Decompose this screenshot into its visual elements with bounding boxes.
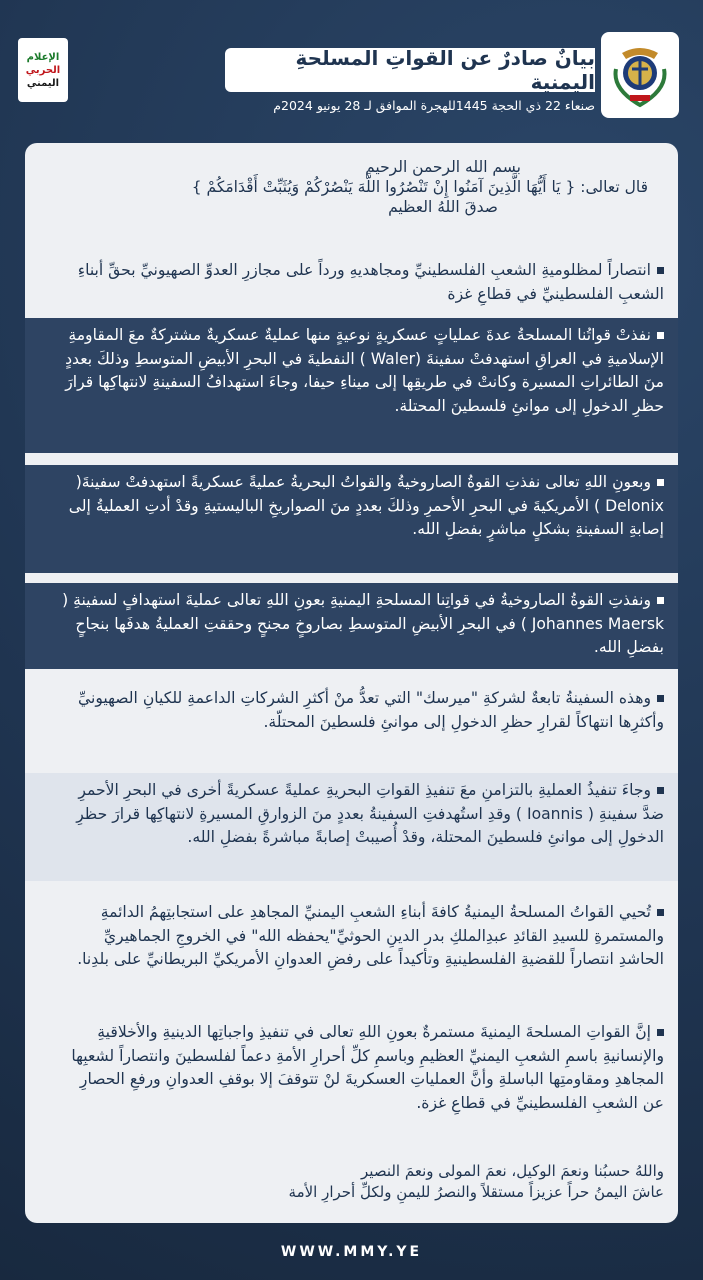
website-url: WWW.MMY.YE — [280, 1244, 423, 1260]
basmala: بسم الله الرحمن الرحيم — [365, 158, 521, 176]
bullet-icon — [657, 597, 664, 604]
armed-forces-emblem-icon — [601, 32, 679, 118]
section-text: وهذه السفينةُ تابعةٌ لشركةِ "ميرسك" التي تعدُّ منْ أكثرِ الشركاتِ الداعمةِ للكيانِ الصهيونيِّ وأكثرِها انتهاكاً لقرارِ حظرِ الدخولِ إلى موانئِ فلسطينَ المحتلّة. — [77, 689, 664, 731]
logo-line-2: الحربي — [25, 64, 61, 76]
closing-line-2: عاشَ اليمنُ حراً عزيزاً مستقلاً والنصرُ لليمنِ ولكلِّ أحرارِ الأمة — [288, 1183, 664, 1201]
section-text: ونفذتِ القوةُ الصاروخيةُ في قواتِنا المسلحةِ اليمنيةِ بعونِ اللهِ تعالى عمليةَ استهدافٍ لسفينةِ ( Johannes Maersk ) في البحرِ الأبيضِ المتوسطِ بصاروخٍ مجنحٍ وحققتِ العمليةُ هدفَها بنجاحٍ بفضلِ الله. — [62, 591, 664, 656]
bullet-icon — [657, 787, 664, 794]
intro-block — [58, 157, 648, 217]
section-text: وبعونِ اللهِ تعالى نفذتِ القوةُ الصاروخيةُ والقواتُ البحريةُ عمليةً عسكريةً استهدفتْ سفينةَ( Delonix ) الأمريكيةَ في البحرِ الأحمرِ وذلكَ بعددٍ منَ الصواريخِ الباليستيةِ وقدْ أدتِ العمليةُ إلى إصابةِ السفينةِ بشكلٍ مباشرٍ بفضلِ الله. — [68, 473, 664, 538]
section-text: انتصاراً لمظلوميةِ الشعبِ الفلسطينيِّ ومجاهديهِ ورداً على مجازرِ العدوِّ الصهيونيِّ بحقِّ أبناءِ الشعبِ الفلسطينيِّ في قطاعِ غزة — [77, 261, 664, 303]
bullet-icon — [657, 1029, 664, 1036]
bullet-icon — [657, 479, 664, 486]
statement-title-banner — [225, 48, 595, 92]
section-intro-solidarity — [25, 253, 678, 312]
section-waler-operation — [25, 318, 678, 453]
statement-title: بيانٌ صادرٌ عن القواتِ المسلحةِ اليمنية — [295, 46, 595, 94]
section-text: تُحيي القواتُ المسلحةُ اليمنيةُ كافةَ أبناءِ الشعبِ اليمنيِّ المجاهدِ على استجابتِهمُ الدائمةِ والمستمرةِ للسيدِ القائدِ عبدِالملكِ بدر الدينِ الحوثيِّ"يحفظه الله" في الخروجِ الجماهيريِّ الحاشدِ انتصاراً للقضيةِ الفلسطينيةِ وتأكيداً على رفضِ العدوانِ الأمريكيِّ البريطانيِّ على بلدِنا. — [77, 903, 664, 968]
quran-verse: قال تعالى: { يَا أَيُّهَا الَّذِينَ آمَنُوا إِنْ تَنْصُرُوا اللَّهَ يَنْصُرْكُمْ وَيُثَبِّتْ أَقْدَامَكُمْ } — [191, 178, 648, 196]
statement-card — [25, 143, 678, 1223]
logo-line-3: اليمني — [26, 77, 60, 89]
bullet-icon — [657, 332, 664, 339]
statement-date: صنعاء 22 ذي الحجة 1445للهجرة الموافق لـ 28 يونيو 2024م — [273, 98, 595, 113]
section-text: نفذتْ قواتُنا المسلحةُ عدةَ عملياتٍ عسكريةٍ نوعيةٍ منها عمليةٌ عسكريةٌ مشتركةٌ معَ المقاومةِ الإسلاميةِ في العراقِ استهدفتْ سفينةَ (Waler ) النفطيةَ في البحرِ الأبيضِ المتوسطِ وذلكَ بعددٍ منَ الطائراتِ المسيرة وكانتْ في طريقِها إلى ميناءِ حيفا، وجاءَ استهدافُ السفينةِ لانتهاكِها قرارَ حظرِ الدخولِ إلى موانئِ فلسطينَ المحتلة. — [65, 326, 664, 415]
section-text: وجاءَ تنفيذُ العمليةِ بالتزامنِ معَ تنفيذِ القواتِ البحريةِ عمليةً عسكريةً أخرى في البحرِ الأحمرِ ضدَّ سفينةِ ( Ioannis ) وقدِ استُهدفتِ السفينةُ بعددٍ منَ الزوارقِ المسيرةِ لانتهاكِها قرارَ حظرِ الدخولِ إلى موانئِ فلسطينَ المحتلة، وقدْ أُصيبتْ إصابةً مباشرةً بفضلِ الله. — [76, 781, 664, 846]
bullet-icon — [657, 695, 664, 702]
bullet-icon — [657, 267, 664, 274]
verse-closing: صدقَ اللهُ العظيم — [388, 198, 498, 216]
section-text: إنَّ القواتِ المسلحةَ اليمنيةَ مستمرةٌ بعونِ اللهِ تعالى في تنفيذِ واجباتِها الدينيةِ والأخلاقيةِ والإنسانيةِ باسمِ الشعبِ اليمنيِّ العظيمِ وباسمِ كلِّ أحرارِ الأمةِ دعماً لفلسطينَ وانتصاراً لشعبِها المجاهدِ ومقاومتِها الباسلةِ وأنَّ العملياتِ العسكريةَ لنْ تتوقفَ إلا بوقفِ العدوانِ ورفعِ الحصارِ عن الشعبِ الفلسطينيِّ في قطاعِ غزة. — [71, 1023, 664, 1112]
section-salute-people — [25, 895, 678, 978]
military-media-logo — [18, 38, 68, 102]
section-ioannis-operation — [25, 773, 678, 881]
section-delonix-operation — [25, 465, 678, 573]
closing-line-1: واللهُ حسبُنا ونعمَ الوكيل، نعمَ المولى ونعمَ النصير — [361, 1162, 664, 1180]
logo-line-1: الإعلام — [26, 51, 60, 63]
bullet-icon — [657, 909, 664, 916]
section-continuation-pledge — [25, 1015, 678, 1121]
section-johannes-maersk-operation — [25, 583, 678, 669]
closing-block — [25, 1155, 678, 1209]
section-maersk-company — [25, 681, 678, 740]
